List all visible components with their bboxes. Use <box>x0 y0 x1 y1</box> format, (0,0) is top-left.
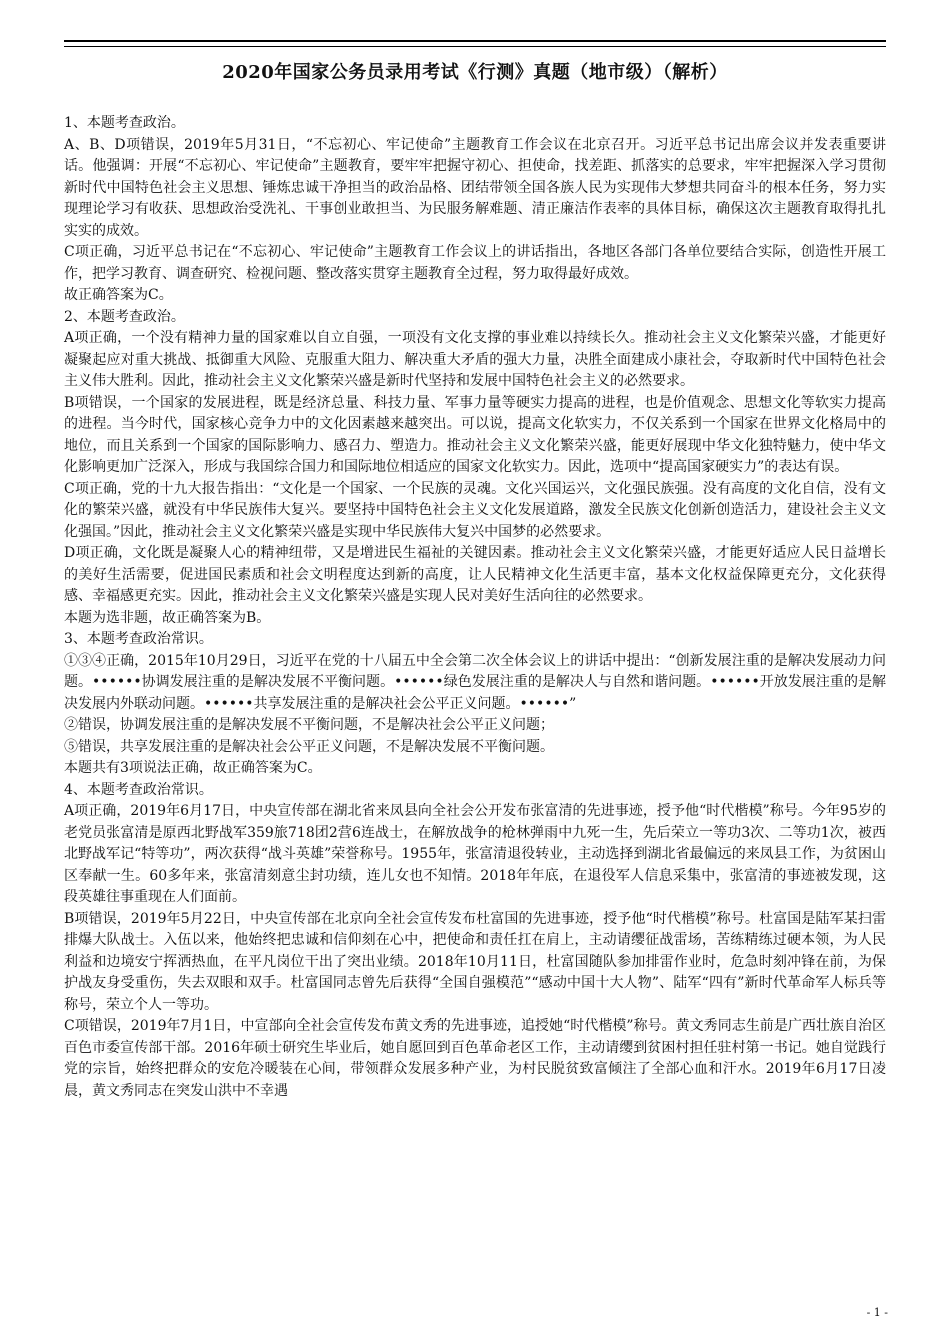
paragraph: A项正确，2019年6月17日，中央宣传部在湖北省来凤县向全社会公开发布张富清的先进事迹，授予他“时代楷模”称号。今年95岁的老党员张富清是原西北野战军359旅718团2营6连战士，在解放战争的枪林弹雨中九死一生，先后荣立一等功3次、二等功1次，被西北野战军记“特等功”，两次获得“战斗英雄”荣誉称号。1955年，张富清退役转业，主动选择到湖北省最偏远的来凤县工作，为贫困山区奉献一生。60多年来，张富清刻意尘封功绩，连儿女也不知情。2018年年底，在退役军人信息采集中，张富清的事迹被发现，这段英雄往事重现在人们面前。 <box>64 803 886 905</box>
paragraph: 本题共有3项说法正确，故正确答案为C。 <box>64 760 322 776</box>
paragraph: C项错误，2019年7月1日，中宣部向全社会宣传发布黄文秀的先进事迹，追授她“时代楷模”称号。黄文秀同志生前是广西壮族自治区百色市委宣传部干部。2016年硕士研究生毕业后，她自愿回到百色革命老区工作，主动请缨到贫困村担任驻村第一书记。她自觉践行党的宗旨，始终把群众的安危冷暖装在心间，带领群众发展多种产业，为村民脱贫致富倾注了全部心血和汗水。2019年6月17日凌晨，黄文秀同志在突发山洪中不幸遇 <box>64 1018 886 1099</box>
paragraph: C项正确，党的十九大报告指出：“文化是一个国家、一个民族的灵魂。文化兴国运兴，文化强民族强。没有高度的文化自信，没有文化的繁荣兴盛，就没有中华民族伟大复兴。要坚持中国特色社会主义文化发展道路，激发全民族文化创新创造活力，建设社会主义文化强国。”因此，推动社会主义文化繁荣兴盛是实现中华民族伟大复兴中国梦的必然要求。 <box>64 480 886 540</box>
document-title: 2020年国家公务员录用考试《行测》真题（地市级）（解析） <box>222 62 728 83</box>
paragraph: 1、本题考查政治。 <box>64 115 185 131</box>
paragraph: ②错误，协调发展注重的是解决发展不平衡问题，不是解决社会公平正义问题； <box>64 717 554 733</box>
paragraph: ①③④正确，2015年10月29日，习近平在党的十八届五中全会第二次全体会议上的讲话中提出：“创新发展注重的是解决发展动力问题。••••••协调发展注重的是解决发展不平衡问题。••••••绿色发展注重的是解决人与自然和谐问题。••••••开放发展注重的是解决发展内外联动问题。••••••共享发展注重的是解决社会公平正义问题。••••••” <box>64 652 886 712</box>
paragraph: 3、本题考查政治常识。 <box>64 631 213 647</box>
paragraph: 故正确答案为C。 <box>64 287 173 303</box>
paragraph: A项正确，一个没有精神力量的国家难以自立自强，一项没有文化支撑的事业难以持续长久。推动社会主义文化繁荣兴盛，才能更好凝聚起应对重大挑战、抵御重大风险、克服重大阻力、解决重大矛盾的强大力量，决胜全面建成小康社会，夺取新时代中国特色社会主义伟大胜利。因此，推动社会主义文化繁荣兴盛是新时代坚持和发展中国特色社会主义的必然要求。 <box>64 330 886 389</box>
paragraph: 4、本题考查政治常识。 <box>64 781 213 798</box>
paragraph: B项错误，2019年5月22日，中央宣传部在北京向全社会宣传发布杜富国的先进事迹，授予他“时代楷模”称号。杜富国是陆军某扫雷排爆大队战士。入伍以来，他始终把忠诚和信仰刻在心中，把使命和责任扛在肩上，主动请缨征战雷场，苦练精练过硬本领，为人民利益和边境安宁挥洒热血，在平凡岗位干出了突出业绩。2018年10月11日，杜富国随队参加排雷作业时，危急时刻冲锋在前，为保护战友身受重伤，失去双眼和双手。杜富国同志曾先后获得“全国自强模范”“感动中国十大人物”、陆军“四有”新时代革命军人标兵等称号，荣立个人一等功。 <box>64 910 886 1013</box>
document-body <box>64 113 886 1102</box>
paragraph: ⑤错误，共享发展注重的是解决社会公平正义问题，不是解决发展不平衡问题。 <box>64 738 554 755</box>
paragraph: B项错误，一个国家的发展进程，既是经济总量、科技力量、军事力量等硬实力提高的进程，也是价值观念、思想文化等软实力提高的进程。当今时代，国家核心竞争力中的文化因素越来越突出。可以说，提高文化软实力，不仅关系到一个国家在世界文化格局中的地位，而且关系到一个国家的国际影响力、感召力、塑造力。推动社会主义文化繁荣兴盛，能更好展现中华文化独特魅力，使中华文化影响更加广泛深入，形成与我国综合国力和国际地位相适应的国家文化软实力。因此，选项中“提高国家硬实力”的表达有误。 <box>64 394 886 475</box>
header-rule-thick <box>64 40 886 42</box>
header-rule-thin <box>64 46 886 47</box>
paragraph: C项正确，习近平总书记在“不忘初心、牢记使命”主题教育工作会议上的讲话指出，各地区各部门各单位要结合实际，创造性开展工作，把学习教育、调查研究、检视问题、整改落实贯穿主题教育全过程，努力取得最好成效。 <box>64 244 886 282</box>
paragraph: D项正确，文化既是凝聚人心的精神纽带，又是增进民生福祉的关键因素。推动社会主义文化繁荣兴盛，才能更好适应人民日益增长的美好生活需要，促进国民素质和社会文明程度达到新的高度，让人民精神文化生活更丰富，基本文化权益保障更充分，文化获得感、幸福感更充实。因此，推动社会主义文化繁荣兴盛是实现人民对美好生活向往的必然要求。 <box>64 545 886 604</box>
paragraph: 2、本题考查政治。 <box>64 308 185 325</box>
paragraph: A、B、D项错误，2019年5月31日，“不忘初心、牢记使命”主题教育工作会议在北京召开。习近平总书记出席会议并发表重要讲话。他强调：开展“不忘初心、牢记使命”主题教育，要牢牢把握守初心、担使命，找差距、抓落实的总要求，牢牢把握深入学习贯彻新时代中国特色社会主义思想、锤炼忠诚干净担当的政治品格、团结带领全国各族人民为实现伟大梦想共同奋斗的根本任务，努力实现理论学习有收获、思想政治受洗礼、干事创业敢担当、为民服务解难题、清正廉洁作表率的具体目标，确保这次主题教育取得扎扎实实的成效。 <box>64 136 886 239</box>
paragraph: 本题为选非题，故正确答案为B。 <box>64 609 271 626</box>
page-number: - 1 - <box>866 1306 888 1319</box>
